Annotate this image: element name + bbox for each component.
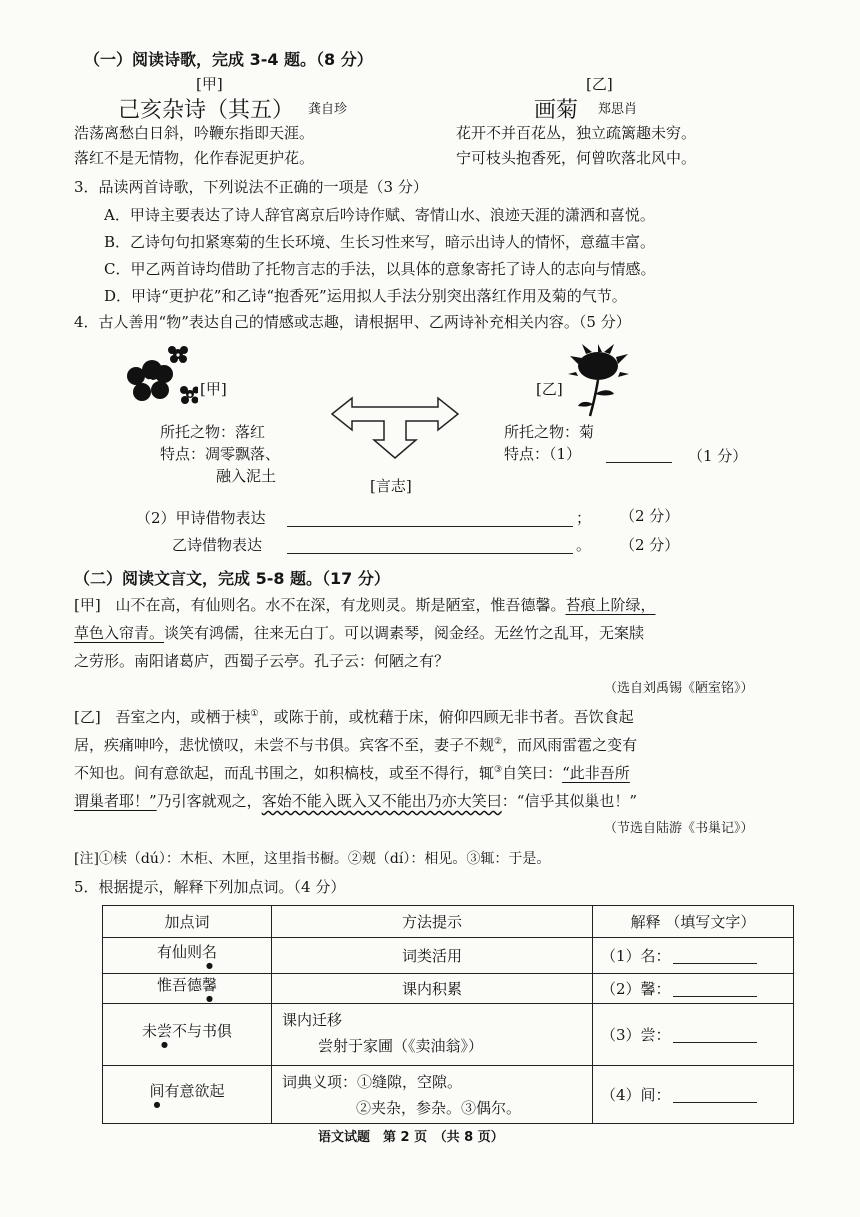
poem-b-line-1: 花开不并百花丛，独立疏篱趣未穷。 — [456, 124, 697, 142]
passage-a-line-3: 之劳形。南阳诸葛庐，西蜀子云亭。孔子云：何陋之有？ — [74, 652, 450, 670]
hint-cell: 课内积累 — [272, 974, 593, 1004]
answer-cell — [593, 1004, 794, 1066]
center-label: [言志] — [370, 477, 412, 495]
passage-b-text-2a: 居，疾痛呻吟，悲忧愤叹，未尝不与书俱。宾客不至，妻子不觌 — [74, 736, 495, 754]
poem-a-line-1: 浩荡离愁白日斜，吟鞭东指即天涯。 — [74, 124, 315, 142]
passage-b-text-3a: 不知也。间有意欲起，而乱书围之，如积槁枝，或至不得行，辄 — [74, 764, 495, 782]
dotted-word: 名 — [202, 943, 218, 961]
hint-cell — [272, 1066, 593, 1124]
hint-cell — [272, 1004, 593, 1066]
question-4-stem: 4．古人善用“物”表达自己的情感或志趣，请根据甲、乙两诗补充相关内容。（5 分） — [74, 313, 631, 331]
chrysanthemum-icon — [566, 344, 630, 418]
hint-cell: 词类活用 — [272, 938, 593, 974]
answer-label: （1）名： — [601, 947, 671, 965]
answer-blank[interactable] — [673, 947, 757, 964]
table-row — [103, 1004, 794, 1066]
table-header-hint: 方法提示 — [272, 906, 593, 938]
right-object: 所托之物：菊 — [504, 423, 595, 441]
hint-line-2: 尝射于家圃（《卖油翁》） — [318, 1036, 484, 1055]
answer-blank[interactable] — [673, 980, 757, 997]
poem-a-author: 龚自珍 — [308, 102, 348, 117]
table-header-answer: 解释 （填写文字） — [593, 906, 794, 938]
passage-a-line-2 — [74, 622, 644, 643]
answer-blank[interactable] — [673, 1026, 757, 1043]
section-heading-poetry: （一）阅读诗歌，完成 3-4 题。（8 分） — [84, 50, 373, 69]
word-part: 惟吾德 — [156, 976, 202, 994]
footnote-marker-1: ① — [250, 709, 259, 719]
passage-b-line-3 — [74, 762, 630, 783]
passage-a-underlined-2: 草色入帘青。 — [74, 624, 165, 642]
dotted-word: 间 — [149, 1082, 165, 1100]
left-feature-line-2: 融入泥土 — [216, 467, 277, 485]
passage-b-text-1a: 吾室之内，或栖于椟 — [115, 708, 251, 726]
hint-line-2: ②夹杂，参杂。③偶尔。 — [356, 1098, 522, 1117]
passage-b-text-4b: 乃引客就观之， — [156, 792, 262, 810]
q4-part2-a-label: （2）甲诗借物表达 — [136, 509, 266, 527]
passage-a-source: （选自刘禹锡《陋室铭》） — [604, 681, 754, 696]
passage-b-line-2 — [74, 734, 637, 755]
q4-part2-b-score: （2 分） — [620, 536, 680, 554]
word-part: 不与书俱 — [172, 1022, 233, 1040]
question-3-option-c: C．甲乙两首诗均借助了托物言志的手法，以具体的意象寄托了诗人的志向与情感。 — [104, 260, 656, 278]
word-cell — [103, 938, 272, 974]
word-cell — [103, 1004, 272, 1066]
page-footer: 语文试题 第 2 页 （共 8 页） — [318, 1130, 504, 1145]
footnote-marker-3: ③ — [494, 765, 503, 775]
answer-cell — [593, 1066, 794, 1124]
word-cell — [103, 974, 272, 1004]
word-part: 有仙则 — [156, 943, 202, 961]
hint-line-1: 课内迁移 — [282, 1010, 343, 1029]
passage-b-source: （节选自陆游《书巢记》） — [604, 821, 754, 836]
passage-b-tag: [乙] — [74, 708, 101, 726]
right-feature-score: （1 分） — [688, 447, 748, 465]
poem-a-line-2: 落红不是无情物，化作春泥更护花。 — [74, 149, 315, 167]
question-3-option-d: D．甲诗“更护花”和乙诗“抱香死”运用拟人手法分别突出落红作用及菊的气节。 — [104, 287, 627, 305]
q4-part2-a-answer-blank[interactable] — [287, 510, 573, 527]
passage-a-tag: [甲] — [74, 596, 101, 614]
section-heading-classical: （二）阅读文言文，完成 5-8 题。（17 分） — [74, 569, 390, 588]
passage-b-text-1b: ，或陈于前，或枕藉于床，俯仰四顾无非书者。吾饮食起 — [258, 708, 634, 726]
word-part: 有意欲起 — [164, 1082, 225, 1100]
dotted-word: 尝 — [156, 1022, 172, 1040]
right-feature-answer-blank[interactable] — [606, 446, 672, 463]
passage-a-text-2b: 谈笑有鸿儒，往来无白丁。可以调素琴，阅金经。无丝竹之乱耳，无案牍 — [164, 624, 645, 642]
dotted-word: 馨 — [202, 976, 218, 994]
passage-a-underlined-1: 苔痕上阶绿， — [565, 596, 656, 614]
passage-b-text-2b: ，而风雨雷雹之变有 — [502, 736, 638, 754]
poem-b-title: 画菊 — [534, 98, 579, 123]
word-part: 未 — [141, 1022, 157, 1040]
poem-a-title: 己亥杂诗（其五） — [118, 98, 295, 123]
annotation-note: [注]①椟（dú）：木柜、木匣，这里指书橱。②觌（dí）：相见。③辄：于是。 — [74, 851, 551, 867]
vocab-table — [102, 905, 794, 1124]
table-row — [103, 938, 794, 974]
q4-part2-a-score: （2 分） — [620, 507, 680, 525]
question-3-stem: 3．品读两首诗歌，下列说法不正确的一项是（3 分） — [74, 178, 428, 196]
question-3-option-b: B．乙诗句句扣紧寒菊的生长环境、生长习性来写，暗示出诗人的情怀，意蕴丰富。 — [104, 233, 656, 251]
diagram-right-tag: [乙] — [536, 380, 563, 398]
poem-b-author: 郑思肖 — [598, 102, 638, 117]
word-cell — [103, 1066, 272, 1124]
footnote-marker-2: ② — [494, 737, 503, 747]
left-feature-line-1: 特点：凋零飘落、 — [160, 445, 281, 463]
table-row — [103, 974, 794, 1004]
passage-b-underlined-3: “此非吾所 — [562, 764, 630, 782]
table-header-row — [103, 906, 794, 938]
q4-part2-a-end: ； — [576, 509, 592, 527]
q4-part2-b-answer-blank[interactable] — [287, 537, 573, 554]
answer-label: （2）馨： — [601, 980, 671, 998]
plum-blossom-icon — [126, 344, 198, 412]
answer-blank[interactable] — [673, 1086, 757, 1103]
passage-b-underlined-4: 谓巢者耶！” — [74, 792, 157, 810]
question-5-stem: 5．根据提示，解释下列加点词。（4 分） — [74, 878, 346, 896]
left-object: 所托之物：落红 — [160, 423, 266, 441]
q4-part2-b-label: 乙诗借物表达 — [172, 536, 263, 554]
question-3-option-a: A．甲诗主要表达了诗人辞官离京后吟诗作赋、寄情山水、浪迹天涯的潇洒和喜悦。 — [104, 206, 655, 224]
passage-a-line-1 — [74, 594, 656, 615]
table-row — [103, 1066, 794, 1124]
poem-b-tag: [乙] — [586, 75, 613, 93]
passage-a-text-1a: 山不在高，有仙则名。水不在深，有龙则灵。斯是陋室，惟吾德馨。 — [115, 596, 566, 614]
answer-label: （4）间： — [601, 1086, 671, 1104]
hint-line-1: 词典义项：①缝隙，空隙。 — [282, 1072, 463, 1091]
poem-a-tag: [甲] — [196, 75, 223, 93]
passage-b-text-4d: ：“信乎其似巢也！” — [501, 792, 638, 810]
passage-b-line-1 — [74, 706, 634, 727]
poem-b-line-2: 宁可枝头抱香死，何曾吹落北风中。 — [456, 149, 697, 167]
diagram-left-tag: [甲] — [200, 380, 227, 398]
double-arrow-with-down-arrow-icon — [330, 396, 460, 460]
answer-cell — [593, 938, 794, 974]
passage-b-line-4 — [74, 790, 637, 811]
passage-b-wavy-sentence: 客始不能入既入又不能出乃亦大笑曰 — [261, 792, 502, 810]
q4-part2-b-end: 。 — [576, 536, 592, 554]
right-feature: 特点：（1） — [504, 445, 582, 463]
table-header-word: 加点词 — [103, 906, 272, 938]
answer-cell — [593, 974, 794, 1004]
answer-label: （3）尝： — [601, 1026, 671, 1044]
passage-b-text-3b: 自笑曰： — [502, 764, 563, 782]
